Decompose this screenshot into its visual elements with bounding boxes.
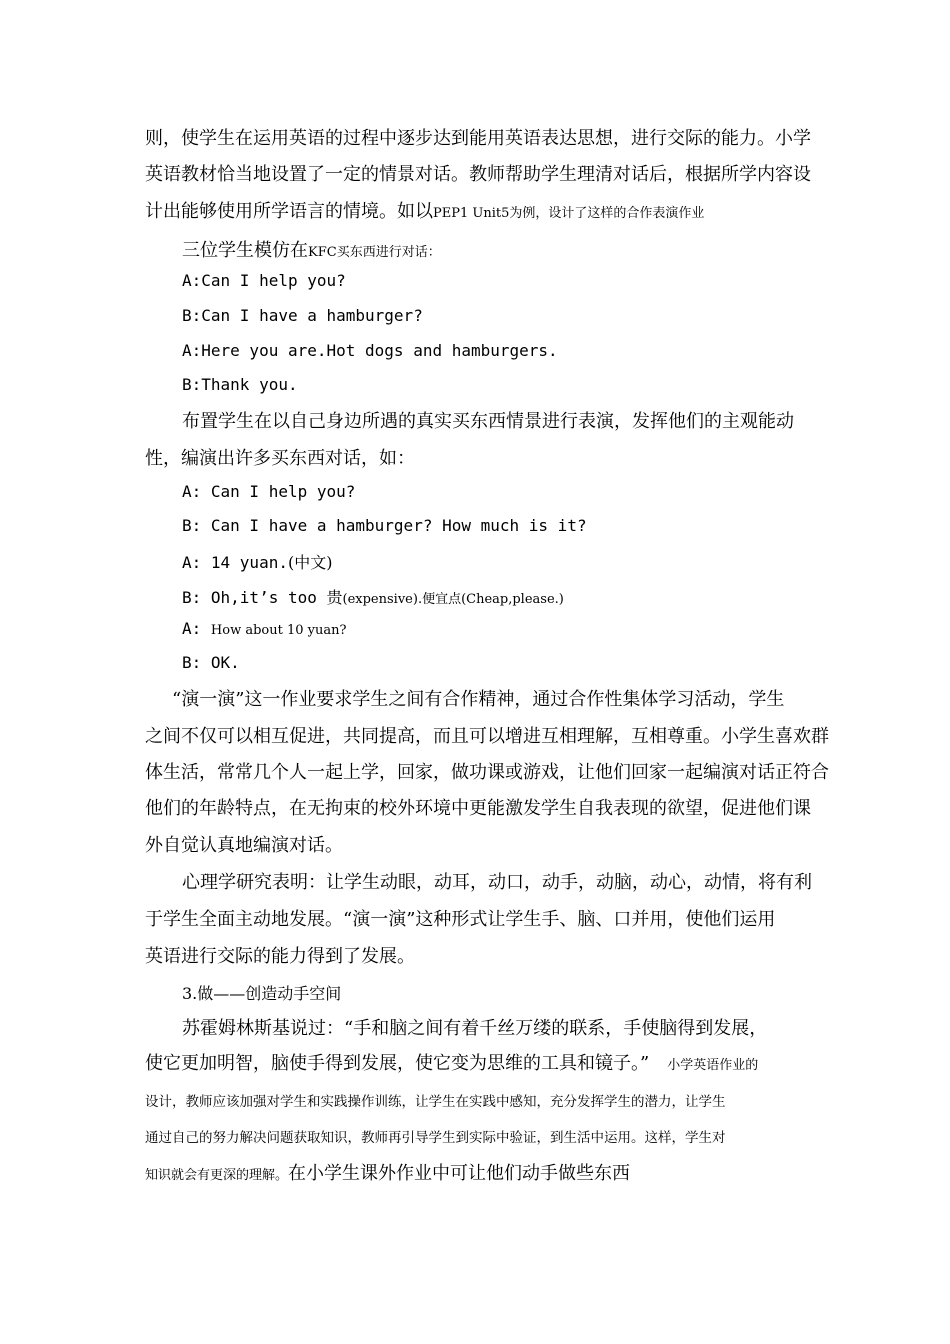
dialog2-line3-text-b: (中文) [287, 553, 333, 572]
dialog1-line: B:Thank you. [182, 375, 298, 394]
para2-line2: 性，编演出许多买东西对话，如： [145, 448, 415, 469]
para5-line2 [145, 1049, 758, 1075]
para5-line5 [145, 1159, 630, 1185]
intro-text-c: 买东西进行对话： [336, 245, 441, 260]
dialog2-line4-text-b: 贵 [326, 588, 343, 607]
para5-line5-text-a: 知识就会有更深的理解。 [145, 1168, 289, 1183]
dialog2-line1: A: Can I help you? [182, 482, 356, 501]
para5-line1: 苏霍姆林斯基说过：“手和脑之间有着千丝万缕的联系，手使脑得到发展， [182, 1018, 768, 1039]
para4-line2: 于学生全面主动地发展。“演一演”这种形式让学生手、脑、口并用，使他们运用 [145, 909, 776, 930]
dialog2-line4-text-c: (expensive).便宜点(Cheap,please.) [342, 592, 564, 607]
dialog2-line6: B: OK. [182, 653, 240, 672]
para5-line2-text-b: 小学英语作业的 [667, 1058, 759, 1073]
dialog1-line: B:Can I have a hamburger? [182, 306, 423, 325]
para1-line1: 则，使学生在运用英语的过程中逐步达到能用英语表达思想，进行交际的能力。小学 [145, 128, 811, 149]
dialog2-line3 [182, 550, 332, 573]
dialog1-line: A:Here you are.Hot dogs and hamburgers. [182, 341, 558, 360]
para3-line2: 之间不仅可以相互促进，共同提高，而且可以增进互相理解，互相尊重。小学生喜欢群 [145, 726, 829, 747]
para1-line3 [145, 197, 704, 223]
dialog2-line4-text-a: B: Oh,it’s too [182, 588, 327, 607]
para5-line4: 通过自己的努力解决问题获取知识，教师再引导学生到实际中验证，到生活中运用。这样，学生对 [145, 1130, 726, 1146]
para5-line5-text-b: 在小学生课外作业中可让他们动手做些东西 [288, 1163, 631, 1184]
dialog2-line3-text-a: A: 14 yuan. [182, 553, 288, 572]
para4-line1: 心理学研究表明：让学生动眼，动耳，动口，动手，动脑，动心，动情，将有利 [182, 872, 812, 893]
intro-text-a: 三位学生模仿在 [182, 240, 308, 261]
para4-line3: 英语进行交际的能力得到了发展。 [145, 946, 415, 967]
dialog2-line5-text-b: How about 10 yuan? [210, 623, 347, 638]
para1-line3-text-a: 计出能够使用所学语言的情境。如以 [145, 201, 433, 222]
para2-line1: 布置学生在以自己身边所遇的真实买东西情景进行表演，发挥他们的主观能动 [182, 411, 794, 432]
para5-line2-text-a: 使它更加明智，脑使手得到发展，使它变为思维的工具和镜子。” [145, 1053, 650, 1074]
dialog2-line2: B: Can I have a hamburger? How much is it? [182, 516, 587, 535]
para3-line4: 他们的年龄特点，在无拘束的校外环境中更能激发学生自我表现的欲望，促进他们课 [145, 798, 811, 819]
para1-line3-text-c: 为例，设计了这样的合作表演作业 [509, 206, 705, 221]
para5-line3: 设计，教师应该加强对学生和实践操作训练，让学生在实践中感知，充分发挥学生的潜力，让学生 [145, 1094, 726, 1110]
para3-line5: 外自觉认真地编演对话。 [145, 835, 343, 856]
para3-line1: “演一演”这一作业要求学生之间有合作精神，通过合作性集体学习活动，学生 [172, 689, 785, 710]
intro-text-b: KFC [308, 245, 337, 260]
dialog2-line4 [182, 585, 564, 608]
intro-line [182, 236, 441, 262]
dialog1-line: A:Can I help you? [182, 271, 346, 290]
para1-line2: 英语教材恰当地设置了一定的情景对话。教师帮助学生理清对话后，根据所学内容设 [145, 164, 811, 185]
para3-line3: 体生活，常常几个人一起上学，回家，做功课或游戏，让他们回家一起编演对话正符合 [145, 762, 829, 783]
para1-line3-text-b: PEP1 Unit5 [433, 206, 510, 221]
section-heading: 3.做——创造动手空间 [182, 984, 342, 1003]
dialog2-line5 [182, 619, 346, 638]
dialog2-line5-text-a: A: [182, 619, 211, 638]
